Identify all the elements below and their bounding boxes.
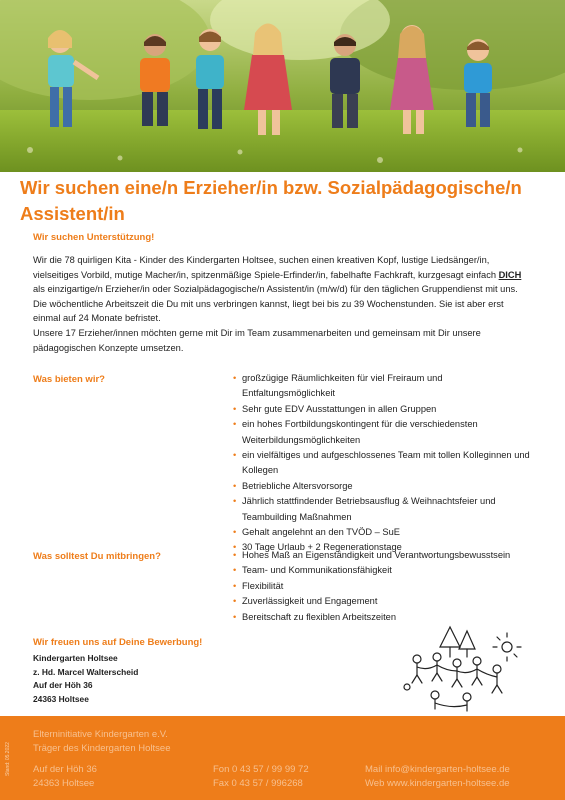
application-address	[33, 652, 138, 706]
footer-phone: Fon 0 43 57 / 99 99 72	[213, 764, 309, 775]
footer	[0, 716, 565, 800]
address-line: Kindergarten Holtsee	[33, 653, 118, 663]
bring-label: Was solltest Du mitbringen?	[33, 551, 161, 562]
org-line: Träger des Kindergarten Holtsee	[33, 743, 171, 754]
intro-text	[33, 253, 523, 355]
footer-contact	[365, 763, 510, 791]
sub-heading: Wir suchen Unterstützung!	[33, 232, 155, 243]
list-item: • Betriebliche Altersvorsorge	[233, 479, 533, 494]
footer-side-note: Stand: 05.2022	[5, 742, 11, 776]
footer-phone-fax	[213, 763, 309, 791]
list-item: • großzügige Räumlichkeiten für viel Freiraum und Entfaltungsmöglichkeit	[233, 371, 533, 402]
footer-street: Auf der Höh 36	[33, 764, 97, 775]
bring-list	[233, 548, 533, 625]
address-line: z. Hd. Marcel Walterscheid	[33, 666, 139, 677]
address-line: Auf der Höh 36	[33, 680, 93, 690]
footer-organization	[33, 728, 170, 756]
intro-part-3: Unsere 17 Erzieher/innen möchten gerne mit Dir im Team zusammenarbeiten und gemeinsam mit Dir unsere pädagogischen Konzepte umsetzen.	[33, 327, 481, 353]
list-item: • Jährlich stattfindender Betriebsausflug & Weihnachtsfeier und Teambuilding Maßnahmen	[233, 494, 533, 525]
intro-emphasis: DICH	[498, 269, 522, 280]
footer-fax: Fax 0 43 57 / 996268	[213, 778, 303, 789]
address-line: 24363 Holtsee	[33, 693, 89, 704]
list-item: • Bereitschaft zu flexiblen Arbeitszeiten	[233, 610, 533, 625]
footer-web-link[interactable]: Web www.kindergarten-holtsee.de	[365, 778, 510, 789]
intro-part-1: Wir die 78 quirligen Kita - Kinder des Kindergarten Holtsee, suchen einen kreativen Kopf, lustige Liedsänger/in, vielseitiges Vorbild, mutige Macher/in, spitzenmäßige Spiele-Erfinder/in, fabelhafte Fachkraft, kurzgesagt einfach	[33, 255, 499, 280]
footer-mail-link[interactable]: Mail info@kindergarten-holtsee.de	[365, 764, 510, 775]
header-photo-children-running	[0, 0, 565, 172]
intro-part-2: als einzigartige/n Erzieher/in oder Sozialpädagogische/n Assistent/in (m/w/d) für den täglichen Gruppendienst mit uns. Die wöchentliche Arbeitszeit die Du mit uns verbringen kannst, liegt bei bis zu 39 Wochenstunden. Sie ist aber erst einmal auf 24 Monate befristet.	[33, 284, 518, 324]
offer-list	[233, 371, 533, 556]
list-item: • Gehalt angelehnt an den TVÖD – SuE	[233, 525, 533, 540]
list-item: • ein vielfältiges und aufgeschlossenes Team mit tollen Kolleginnen und Kollegen	[233, 448, 533, 479]
org-line: Elterninitiative Kindergarten e.V.	[33, 729, 168, 740]
list-item: • ein hohes Fortbildungskontingent für die verschiedensten Weiterbildungsmöglichkeiten	[233, 417, 533, 448]
list-item: • Zuverlässigkeit und Engagement	[233, 594, 533, 609]
footer-city: 24363 Holtsee	[33, 778, 95, 789]
list-item: • Flexibilität	[233, 579, 533, 594]
page-headline: Wir suchen eine/n Erzieher/in bzw. Sozialpädagogische/n Assistent/in	[20, 177, 522, 224]
list-item: • Team- und Kommunikationsfähigkeit	[233, 563, 533, 578]
apply-label: Wir freuen uns auf Deine Bewerbung!	[33, 637, 203, 648]
footer-address	[33, 763, 97, 791]
list-item: • Sehr gute EDV Ausstattungen in allen Gruppen	[233, 402, 533, 417]
list-item: • Hohes Maß an Eigenständigkeit und Verantwortungsbewusstsein	[233, 548, 533, 563]
offer-label: Was bieten wir?	[33, 374, 105, 385]
list-item: • 30 Tage Urlaub + 2 Regenerationstage	[233, 540, 533, 555]
children-drawing-illustration	[395, 617, 530, 717]
